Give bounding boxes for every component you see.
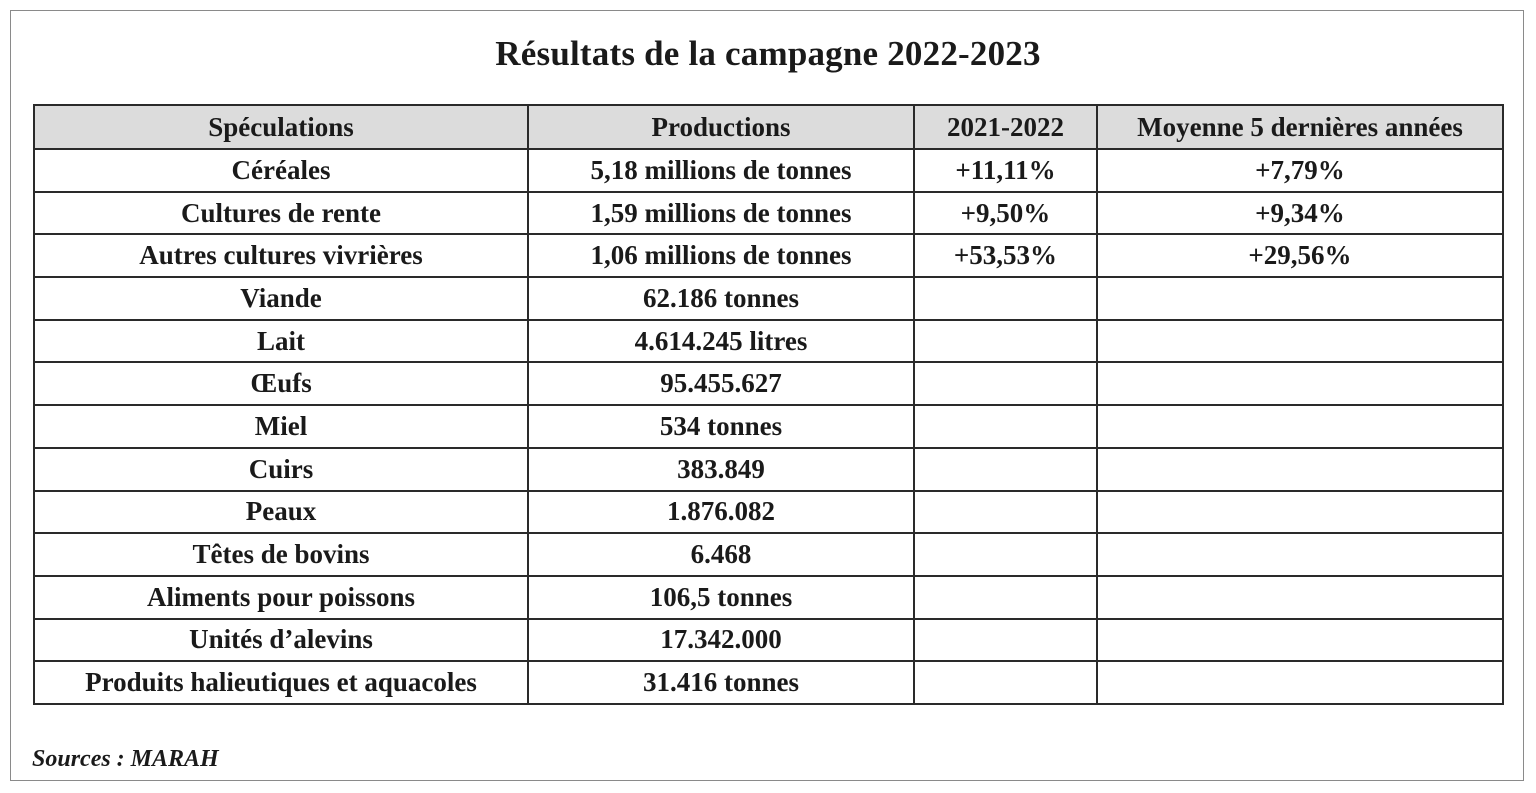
cell-speculation: Aliments pour poissons <box>34 576 528 619</box>
cell-moyenne-5-ans: +29,56% <box>1097 234 1503 277</box>
table-row <box>34 234 1503 277</box>
cell-2021-2022 <box>914 448 1097 491</box>
cell-speculation: Têtes de bovins <box>34 533 528 576</box>
table-header-row <box>34 105 1503 149</box>
cell-production: 6.468 <box>528 533 914 576</box>
cell-speculation: Produits halieutiques et aquacoles <box>34 661 528 704</box>
cell-production: 1,06 millions de tonnes <box>528 234 914 277</box>
cell-production: 383.849 <box>528 448 914 491</box>
cell-speculation: Céréales <box>34 149 528 192</box>
cell-production: 95.455.627 <box>528 362 914 405</box>
cell-production: 106,5 tonnes <box>528 576 914 619</box>
cell-speculation: Cuirs <box>34 448 528 491</box>
cell-2021-2022 <box>914 491 1097 534</box>
cell-moyenne-5-ans <box>1097 277 1503 320</box>
cell-moyenne-5-ans <box>1097 405 1503 448</box>
cell-2021-2022: +9,50% <box>914 192 1097 235</box>
cell-moyenne-5-ans <box>1097 661 1503 704</box>
header-speculations: Spéculations <box>34 105 528 149</box>
cell-2021-2022 <box>914 576 1097 619</box>
header-productions: Productions <box>528 105 914 149</box>
cell-speculation: Cultures de rente <box>34 192 528 235</box>
cell-2021-2022 <box>914 320 1097 363</box>
table-row <box>34 192 1503 235</box>
cell-production: 31.416 tonnes <box>528 661 914 704</box>
cell-2021-2022: +11,11% <box>914 149 1097 192</box>
cell-2021-2022 <box>914 619 1097 662</box>
cell-2021-2022 <box>914 533 1097 576</box>
table-row <box>34 576 1503 619</box>
table-row <box>34 320 1503 363</box>
table-row <box>34 362 1503 405</box>
cell-production: 1.876.082 <box>528 491 914 534</box>
cell-moyenne-5-ans <box>1097 533 1503 576</box>
table-row <box>34 149 1503 192</box>
document-title: Résultats de la campagne 2022-2023 <box>495 34 1041 73</box>
cell-speculation: Autres cultures vivrières <box>34 234 528 277</box>
cell-2021-2022: +53,53% <box>914 234 1097 277</box>
cell-moyenne-5-ans <box>1097 491 1503 534</box>
cell-speculation: Viande <box>34 277 528 320</box>
cell-moyenne-5-ans <box>1097 576 1503 619</box>
header-moyenne-5-ans: Moyenne 5 dernières années <box>1097 105 1503 149</box>
cell-production: 17.342.000 <box>528 619 914 662</box>
cell-moyenne-5-ans: +7,79% <box>1097 149 1503 192</box>
cell-production: 534 tonnes <box>528 405 914 448</box>
table-row <box>34 405 1503 448</box>
header-2021-2022: 2021-2022 <box>914 105 1097 149</box>
cell-2021-2022 <box>914 362 1097 405</box>
cell-moyenne-5-ans <box>1097 320 1503 363</box>
table-body <box>34 149 1503 704</box>
cell-speculation: Miel <box>34 405 528 448</box>
cell-production: 62.186 tonnes <box>528 277 914 320</box>
table-row <box>34 661 1503 704</box>
cell-2021-2022 <box>914 661 1097 704</box>
cell-moyenne-5-ans <box>1097 362 1503 405</box>
table-row <box>34 277 1503 320</box>
cell-production: 5,18 millions de tonnes <box>528 149 914 192</box>
cell-production: 4.614.245 litres <box>528 320 914 363</box>
cell-2021-2022 <box>914 277 1097 320</box>
cell-speculation: Œufs <box>34 362 528 405</box>
cell-speculation: Lait <box>34 320 528 363</box>
cell-speculation: Peaux <box>34 491 528 534</box>
table-row <box>34 533 1503 576</box>
source-note: Sources : MARAH <box>32 746 219 772</box>
cell-moyenne-5-ans: +9,34% <box>1097 192 1503 235</box>
table-row <box>34 619 1503 662</box>
results-table <box>33 104 1504 705</box>
table-row <box>34 491 1503 534</box>
cell-2021-2022 <box>914 405 1097 448</box>
cell-moyenne-5-ans <box>1097 448 1503 491</box>
cell-moyenne-5-ans <box>1097 619 1503 662</box>
cell-production: 1,59 millions de tonnes <box>528 192 914 235</box>
cell-speculation: Unités d’alevins <box>34 619 528 662</box>
table-row <box>34 448 1503 491</box>
